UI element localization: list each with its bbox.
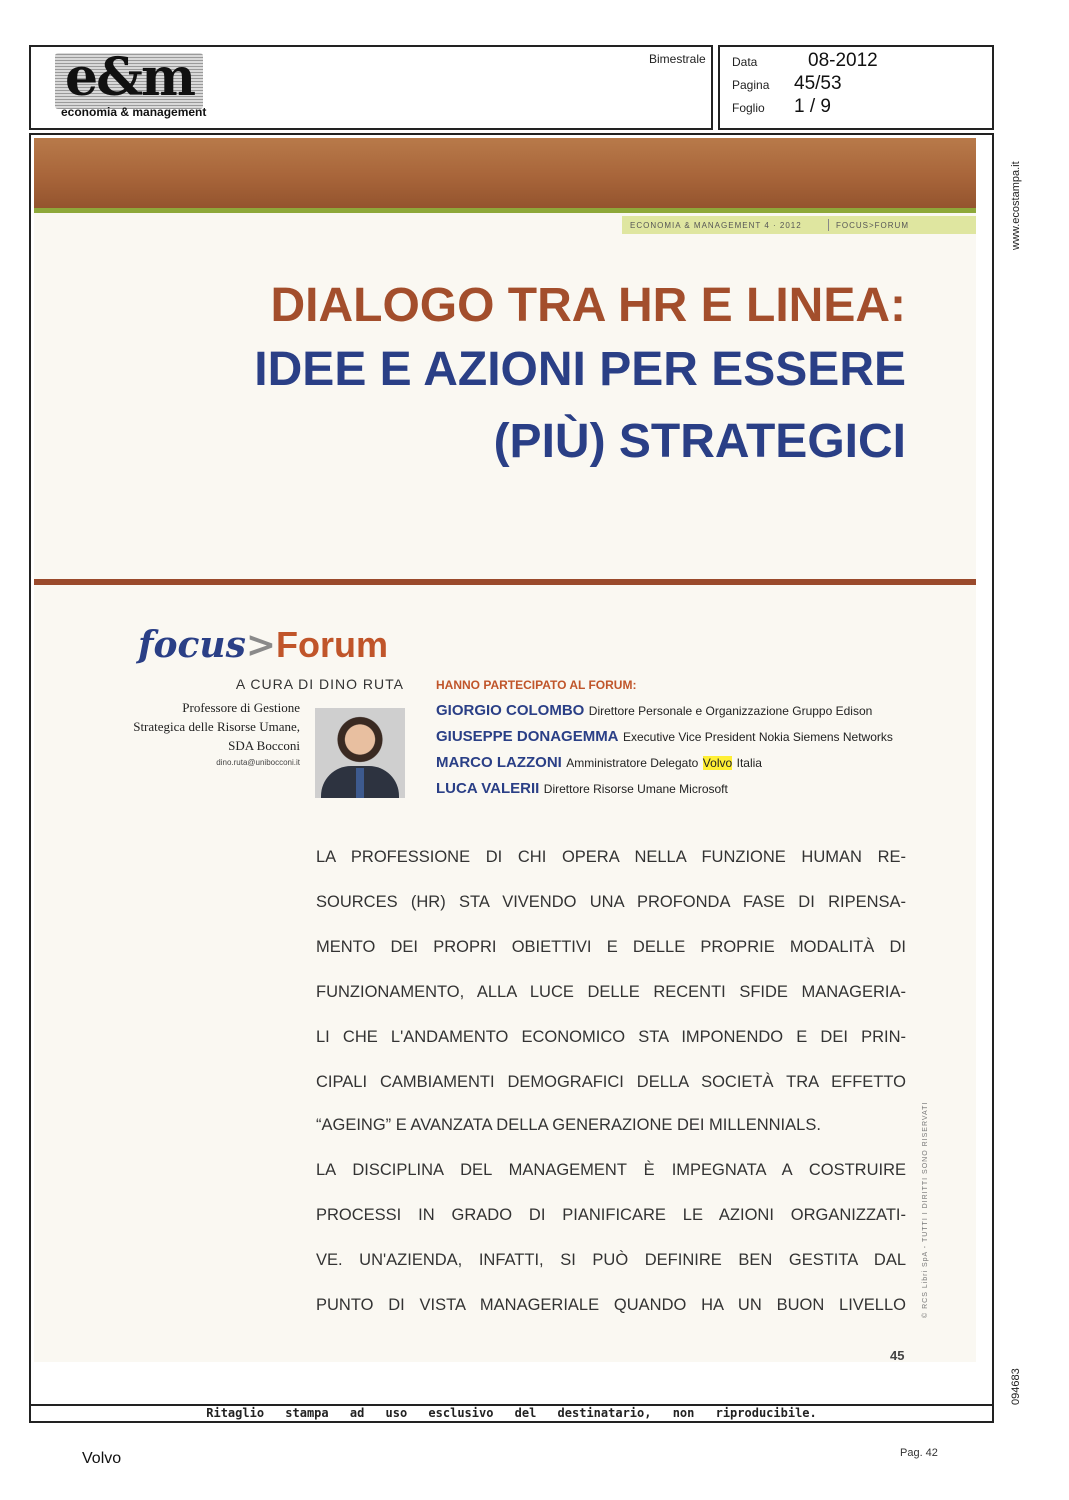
publication-logo-subtitle: economia & management: [61, 105, 207, 119]
rubric-section: FOCUS>FORUM: [836, 221, 909, 230]
participants-title: HANNO PARTECIPATO AL FORUM:: [436, 678, 637, 692]
page-value: 45/53: [794, 73, 842, 94]
sheet-label: Foglio: [732, 101, 765, 115]
section-focus-word: focus: [138, 624, 246, 666]
author-photo: [315, 708, 405, 798]
participant-3: [436, 754, 762, 772]
headline-line-1: DIALOGO TRA HR E LINEA:: [270, 279, 906, 332]
frequency-label: Bimestrale: [649, 52, 706, 66]
body-line: LA PROFESSIONE DI CHI OPERA NELLA FUNZIONE HUMAN RE-: [316, 848, 906, 866]
photo-tie: [356, 768, 364, 798]
green-stripe: [34, 208, 976, 213]
body-line: “AGEING” E AVANZATA DELLA GENERAZIONE DEI MILLENNIALS.: [316, 1116, 821, 1134]
body-line: PUNTO DI VISTA MANAGERIALE QUANDO HA UN BUON LIVELLO: [316, 1296, 906, 1314]
rubric-divider: [828, 219, 829, 231]
body-line: FUNZIONAMENTO, ALLA LUCE DELLE RECENTI SFIDE MANAGERIA-: [316, 983, 906, 1001]
metadata-box: [718, 45, 994, 130]
header-color-band: [34, 138, 976, 208]
section-arrow: >: [245, 624, 277, 666]
date-label: Data: [732, 55, 758, 69]
body-line: CIPALI CAMBIAMENTI DEMOGRAFICI DELLA SOCIETÀ TRA EFFETTO: [316, 1073, 906, 1091]
body-line: VE. UN'AZIENDA, INFATTI, SI PUÒ DEFINIRE BEN GESTITA DAL: [316, 1251, 906, 1269]
headline-line-3: (PIÙ) STRATEGICI: [493, 415, 906, 468]
author-bio-line-2: Strategica delle Risorse Umane,: [133, 719, 300, 734]
article-page: [34, 138, 976, 1362]
participant-role: Executive Vice President Nokia Siemens Networks: [622, 730, 893, 744]
participant-1: [436, 702, 872, 720]
client-name: Volvo: [82, 1450, 122, 1467]
participant-role: Direttore Risorse Umane Microsoft: [543, 782, 728, 796]
sheet-value: 1 / 9: [794, 96, 831, 117]
section-logo: [138, 624, 388, 666]
body-line: MENTO DEI PROPRI OBIETTIVI E DELLE PROPRIE MODALITÀ DI: [316, 938, 906, 956]
participant-role: Direttore Personale e Organizzazione Gruppo Edison: [588, 704, 873, 718]
clipping-disclaimer: Ritaglio stampa ad uso esclusivo del destinatario, non riproducibile.: [206, 1406, 817, 1420]
date-value: 08-2012: [808, 50, 878, 71]
headline-line-2: IDEE E AZIONI PER ESSERE: [254, 343, 906, 396]
body-line: LI CHE L'ANDAMENTO ECONOMICO STA IMPONENDO E DEI PRIN-: [316, 1028, 906, 1046]
body-line: SOURCES (HR) STA VIVENDO UNA PROFONDA FASE DI RIPENSA-: [316, 893, 906, 911]
side-code: 094683: [1010, 1368, 1022, 1405]
section-rule: [34, 579, 976, 585]
participant-role: Amministratore Delegato: [566, 756, 699, 770]
participant-role-suffix: Italia: [736, 756, 762, 770]
participant-name: GIUSEPPE DONAGEMMA: [436, 728, 619, 745]
participant-4: [436, 780, 728, 798]
logo-box: [29, 45, 713, 130]
author-bio-line-1: Professore di Gestione: [182, 700, 300, 715]
author-bio-line-3: SDA Bocconi: [228, 738, 300, 753]
participant-name: MARCO LAZZONI: [436, 754, 562, 771]
copyright-note: © RCS Libri SpA - TUTTI I DIRITTI SONO RISERVATI: [922, 1101, 929, 1318]
highlighted-keyword: Volvo: [702, 756, 733, 770]
curated-by: A CURA DI DINO RUTA: [235, 676, 404, 692]
body-line: LA DISCIPLINA DEL MANAGEMENT È IMPEGNATA A COSTRUIRE: [316, 1161, 906, 1179]
footer-page-number: Pag. 42: [900, 1447, 938, 1459]
page-label: Pagina: [732, 78, 770, 92]
author-email: dino.ruta@unibocconi.it: [216, 758, 300, 767]
participant-name: LUCA VALERII: [436, 780, 540, 797]
article-page-number: 45: [890, 1348, 905, 1362]
participant-name: GIORGIO COLOMBO: [436, 702, 585, 719]
participant-2: [436, 728, 893, 746]
rubric-bar: [622, 216, 976, 234]
rubric-issue: ECONOMIA & MANAGEMENT 4 · 2012: [630, 221, 802, 230]
body-line: PROCESSI IN GRADO DI PIANIFICARE LE AZIONI ORGANIZZATI-: [316, 1206, 906, 1224]
side-url: www.ecostampa.it: [1010, 161, 1022, 250]
section-forum-word: Forum: [276, 624, 389, 665]
publication-logo: e&m: [65, 47, 195, 108]
